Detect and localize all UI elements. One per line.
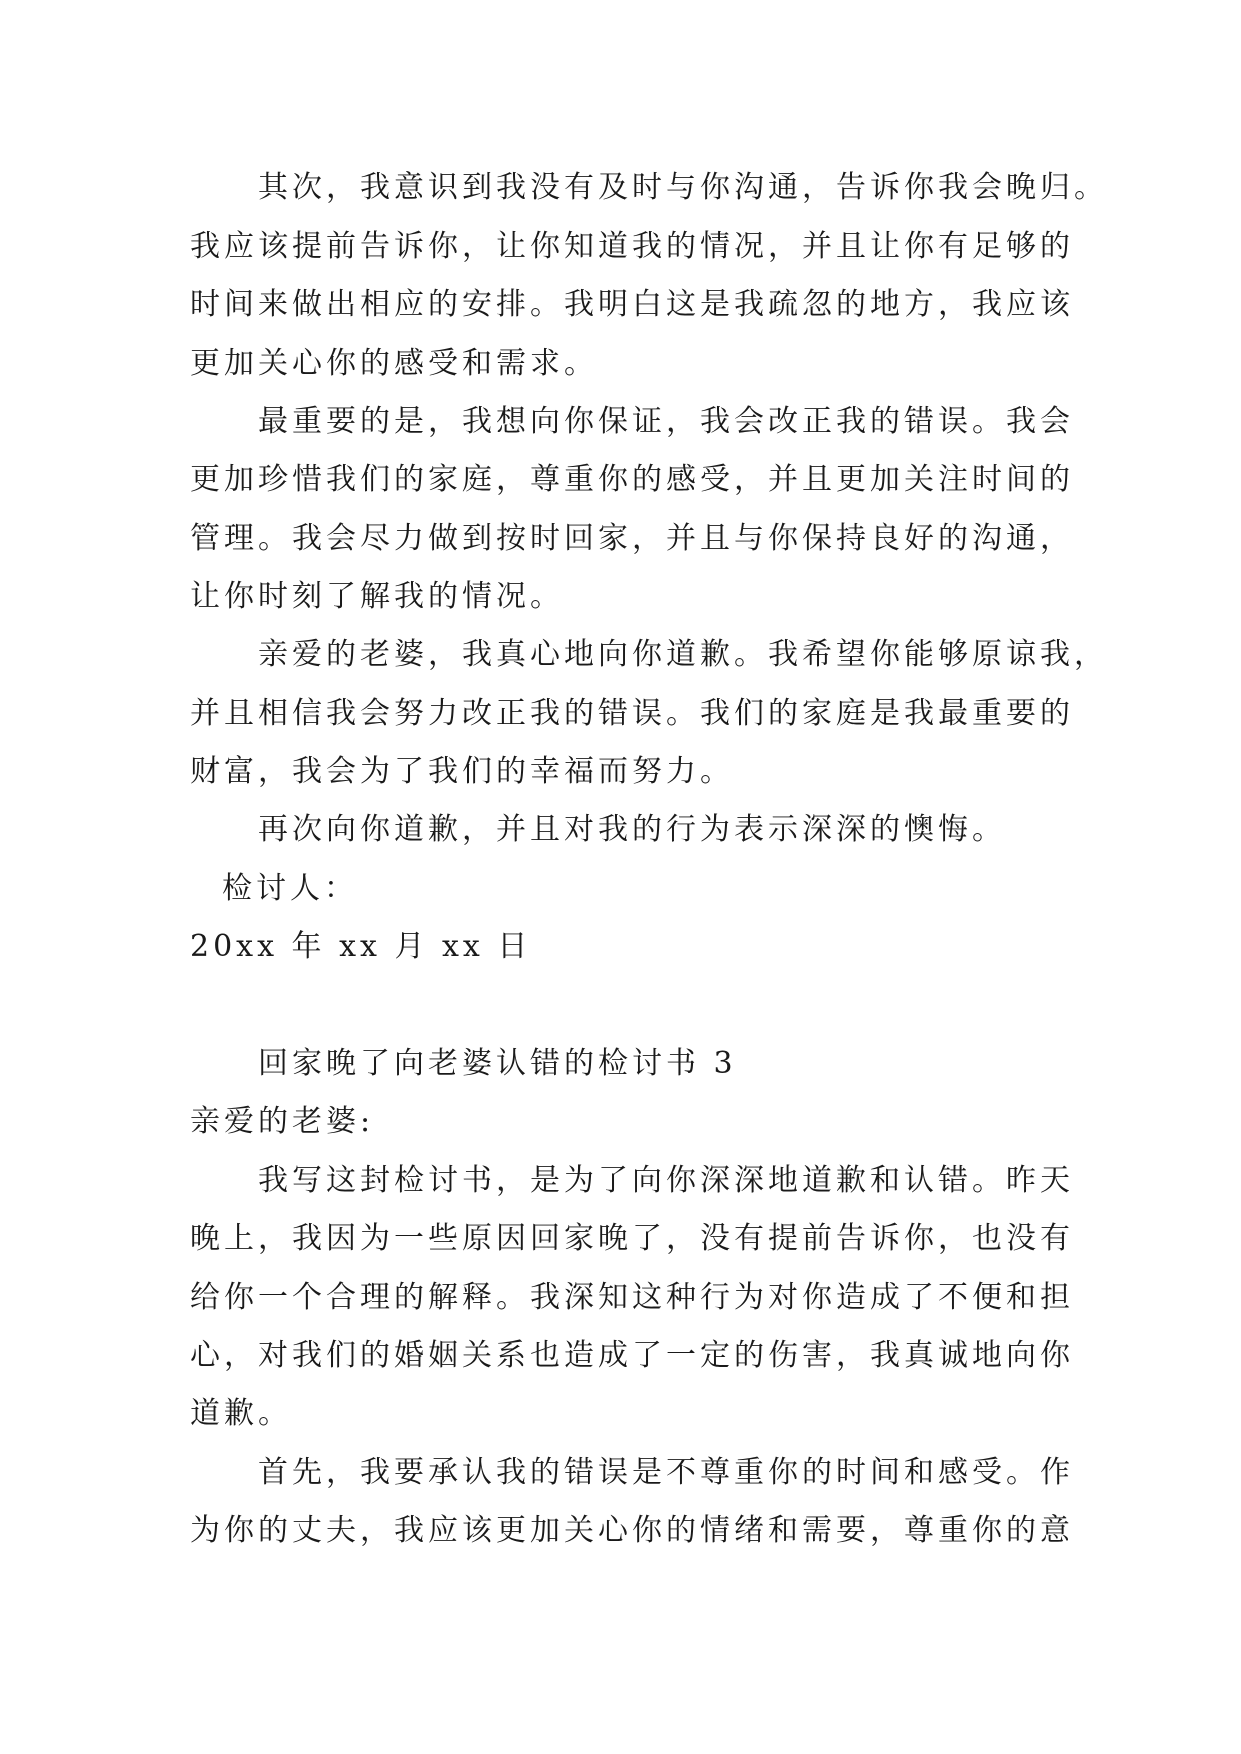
paragraph-line: 更加珍惜我们的家庭，尊重你的感受，并且更加关注时间的 — [190, 462, 1074, 497]
paragraph-line: 让你时刻了解我的情况。 — [190, 579, 564, 614]
paragraph-line: 最重要的是，我想向你保证，我会改正我的错误。我会 — [258, 404, 1074, 439]
paragraph-line: 亲爱的老婆，我真心地向你道歉。我希望你能够原谅我， — [258, 637, 1108, 672]
paragraph-line: 道歉。 — [190, 1396, 292, 1431]
paragraph-line: 心，对我们的婚姻关系也造成了一定的伤害，我真诚地向你 — [190, 1338, 1074, 1373]
paragraph-line: 管理。我会尽力做到按时回家，并且与你保持良好的沟通， — [190, 521, 1074, 556]
paragraph-line: 更加关心你的感受和需求。 — [190, 346, 598, 381]
paragraph-line: 并且相信我会努力改正我的错误。我们的家庭是我最重要的 — [190, 696, 1074, 731]
salutation: 亲爱的老婆: — [190, 1104, 375, 1139]
paragraph-line: 我写这封检讨书，是为了向你深深地道歉和认错。昨天 — [258, 1163, 1074, 1198]
paragraph-line: 时间来做出相应的安排。我明白这是我疏忽的地方，我应该 — [190, 287, 1074, 322]
paragraph-line: 其次，我意识到我没有及时与你沟通，告诉你我会晚归。 — [258, 170, 1108, 205]
section-title: 回家晚了向老婆认错的检讨书 3 — [258, 1046, 737, 1081]
paragraph-line: 给你一个合理的解释。我深知这种行为对你造成了不便和担 — [190, 1280, 1074, 1315]
paragraph-line: 财富，我会为了我们的幸福而努力。 — [190, 754, 734, 789]
paragraph-line: 再次向你道歉，并且对我的行为表示深深的懊悔。 — [258, 812, 1006, 847]
signature-label: 检讨人： — [222, 871, 358, 906]
paragraph-line: 晚上，我因为一些原因回家晚了，没有提前告诉你，也没有 — [190, 1221, 1074, 1256]
paragraph-line: 首先，我要承认我的错误是不尊重你的时间和感受。作 — [258, 1455, 1074, 1490]
date-line: 20xx 年 xx 月 xx 日 — [190, 929, 532, 964]
paragraph-line: 为你的丈夫，我应该更加关心你的情绪和需要，尊重你的意 — [190, 1513, 1074, 1548]
paragraph-line: 我应该提前告诉你，让你知道我的情况，并且让你有足够的 — [190, 229, 1074, 264]
